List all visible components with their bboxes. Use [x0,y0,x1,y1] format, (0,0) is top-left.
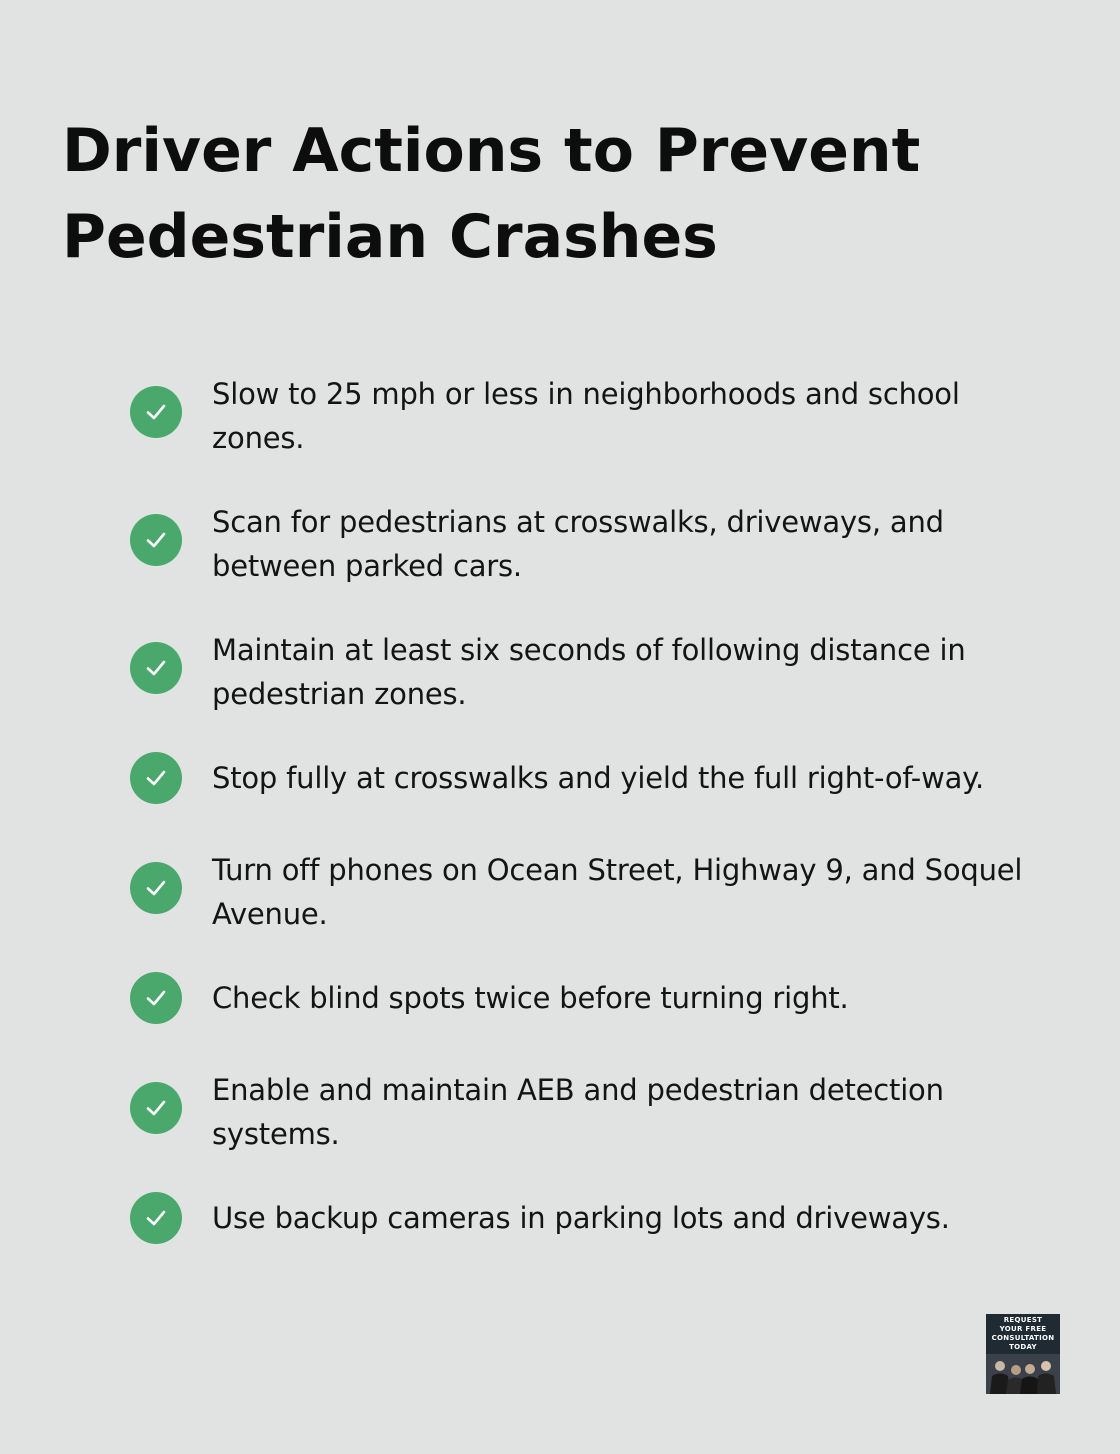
consultation-logo[interactable] [986,1314,1060,1394]
logo-text: REQUEST YOUR FREE CONSULTATION TODAY [991,1316,1055,1351]
page-title: Driver Actions to Prevent Pedestrian Crashes [62,116,921,272]
list-item-text: Scan for pedestrians at crosswalks, driveways, and between parked cars. [212,505,944,583]
list-item-text: Maintain at least six seconds of following distance in pedestrian zones. [212,633,966,711]
list-item-text: Stop fully at crosswalks and yield the full right-of-way. [212,761,985,795]
check-icon [130,862,182,914]
check-icon [130,972,182,1024]
list-item-text: Use backup cameras in parking lots and driveways. [212,1201,950,1235]
list-item-text: Enable and maintain AEB and pedestrian detection systems. [212,1073,944,1151]
people-photo-icon [986,1354,1060,1394]
check-icon [130,642,182,694]
check-icon [130,1082,182,1134]
list-item-text: Check blind spots twice before turning right. [212,981,849,1015]
list-item-text: Slow to 25 mph or less in neighborhoods and school zones. [212,377,960,455]
check-icon [130,514,182,566]
list-item-text: Turn off phones on Ocean Street, Highway 9, and Soquel Avenue. [212,853,1023,931]
check-icon [130,1192,182,1244]
check-icon [130,386,182,438]
check-icon [130,752,182,804]
